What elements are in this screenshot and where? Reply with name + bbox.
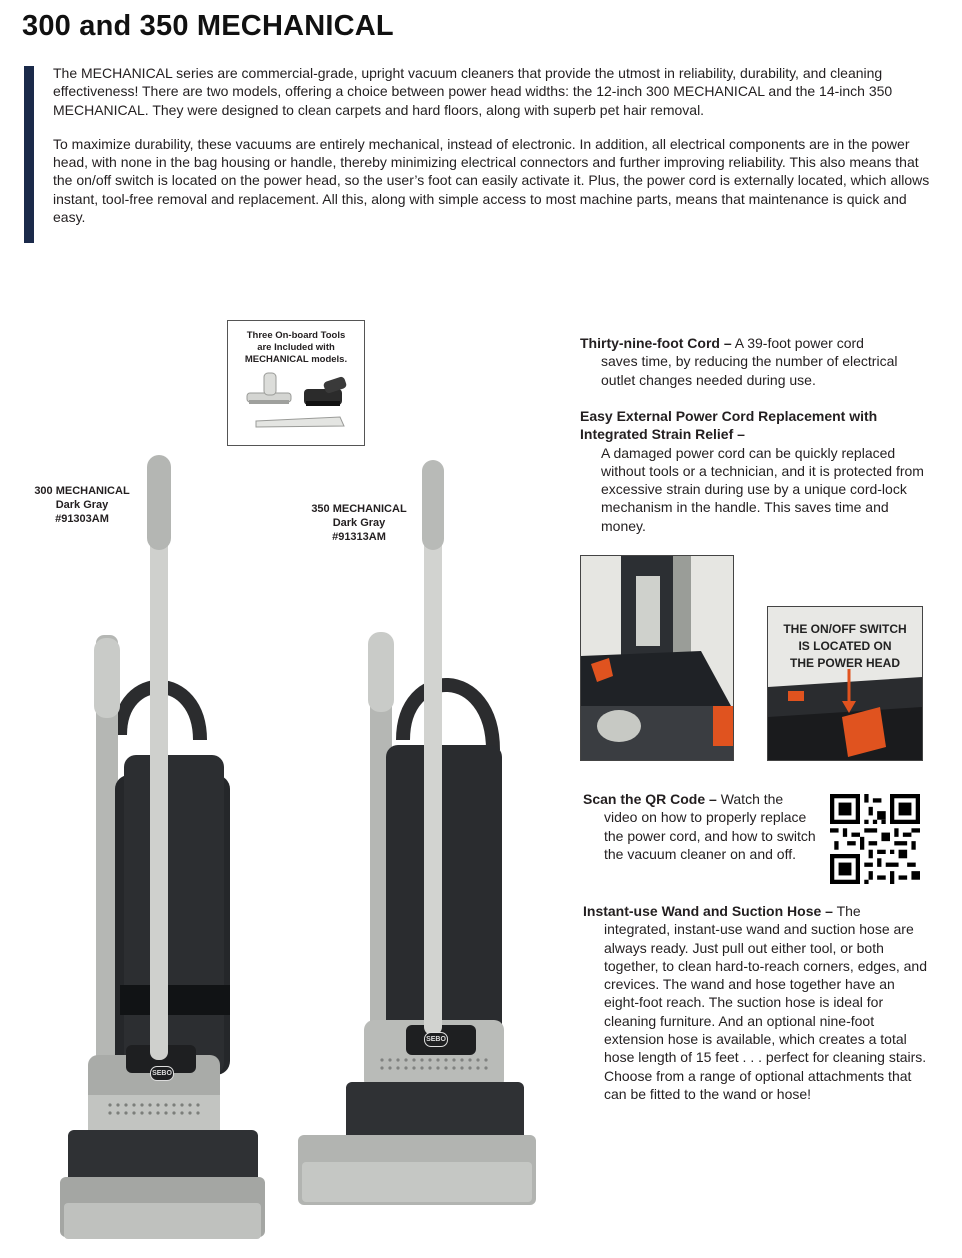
tools-caption: Three On-board Tools are Included with MECHANICAL models. (244, 330, 348, 365)
onoff-switch-photo (767, 606, 923, 761)
cord-lock-illustration (581, 556, 733, 760)
model-label-350: 350 MECHANICAL Dark Gray #91313AM (311, 503, 407, 543)
intro-paragraph-1: The MECHANICAL series are commercial-grade, upright vacuum cleaners that provide the utmost in reliability, durability, and cleaning effectiveness! There are two models, offering a choice between power head widths: the 12-inch 300 MECHANICAL and the 14-inch 350 MECHANICAL. They were designed to clean carpets and hard floors, along with superb pet hair removal. (53, 65, 893, 118)
vacuum-300-image (60, 455, 270, 1250)
onboard-tools-box (227, 320, 365, 446)
dusting-brush-image (304, 376, 347, 406)
upholstery-nozzle-image (247, 373, 291, 404)
model-label-300: 300 MECHANICAL Dark Gray #91303AM (34, 485, 130, 525)
vacuum-350-image (298, 460, 540, 1210)
feature-body-lead: Watch the (716, 791, 784, 807)
brand-badge-300: SEBO (150, 1066, 174, 1081)
intro-text (53, 64, 933, 242)
tools-illustration (228, 371, 364, 443)
cord-lock-photo (580, 555, 734, 761)
feature-cord-replacement: Easy External Power Cord Replacement with Integrated Strain Relief – A damaged power cord can be quickly replaced without tools or a technician, and it is protected from excessive strain during use by a unique cord-lock mechanism in the handle. This saves time and money. (580, 408, 924, 534)
onoff-caption: THE ON/OFF SWITCH IS LOCATED ON THE POWER HEAD (783, 622, 907, 670)
crevice-tool-image (256, 417, 344, 427)
brand-badge-350: SEBO (424, 1032, 448, 1047)
feature-qr: Scan the QR Code – Watch the video on how to properly replace the power cord, and how to switch the vacuum cleaner on and off. (583, 791, 816, 862)
feature-wand-hose: Instant-use Wand and Suction Hose – The integrated, instant-use wand and suction hose are always ready. Just pull out either tool, or both together, to clean hard-to-reach corners, edges, and crevices. The wand and hose together have an eight-foot reach. The suction hose is ideal for cleaning furniture. And an optional nine-foot extension hose is available, which creates a total hose length of 15 feet . . . perfect for cleaning stairs. Choose from a range of optional attachments that can be fitted to the wand or hose! (583, 903, 927, 1102)
feature-body-lead: The (832, 903, 861, 919)
feature-cord: Thirty-nine-foot Cord – A 39-foot power cord saves time, by reducing the number of electrical outlet changes needed during use. (580, 335, 898, 388)
feature-body-lead: A 39-foot power cord (731, 335, 864, 351)
page-title: 300 and 350 MECHANICAL (22, 10, 394, 42)
accent-bar (24, 66, 34, 243)
qr-code-image[interactable] (830, 794, 920, 884)
intro-paragraph-2: To maximize durability, these vacuums are entirely mechanical, instead of electronic. In addition, all electrical components are in the power head, with none in the bag housing or handle, thereby minimizing electrical connectors and further improving reliability. This also means that the on/off switch is located on the power head, so the user’s foot can easily activate it. Plus, the power cord is externally located, which allows instant, tool-free removal and replacement. All this, along with simple access to most machine parts, means that maintenance is quick and easy. (53, 135, 930, 226)
